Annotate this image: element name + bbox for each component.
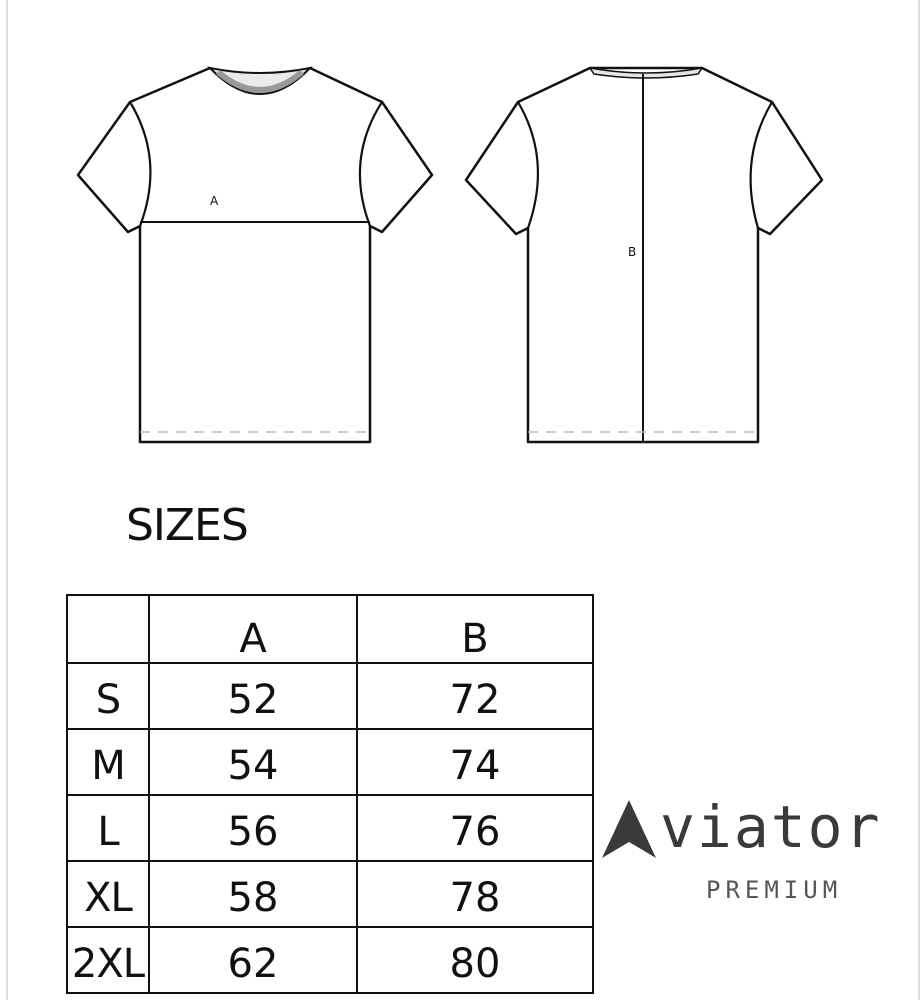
brand-wordmark bbox=[600, 780, 882, 860]
measure-b-cell: 76 bbox=[357, 795, 593, 861]
measure-a-cell: 62 bbox=[149, 927, 357, 993]
size-cell: L bbox=[67, 795, 149, 861]
table-row bbox=[67, 927, 593, 993]
tshirt-front-diagram bbox=[70, 60, 440, 450]
size-cell: S bbox=[67, 663, 149, 729]
header-size bbox=[67, 595, 149, 663]
left-border bbox=[6, 0, 8, 1000]
tshirt-back-diagram bbox=[460, 60, 830, 450]
header-b: B bbox=[357, 595, 593, 663]
measure-a-cell: 52 bbox=[149, 663, 357, 729]
measure-a-cell: 56 bbox=[149, 795, 357, 861]
size-chart-table bbox=[66, 594, 594, 994]
table-row bbox=[67, 861, 593, 927]
measure-b-cell: 80 bbox=[357, 927, 593, 993]
table-row bbox=[67, 663, 593, 729]
header-a: A bbox=[149, 595, 357, 663]
size-cell: M bbox=[67, 729, 149, 795]
right-border bbox=[918, 0, 920, 1000]
brand-subtitle: PREMIUM bbox=[706, 876, 843, 904]
front-measure-label: A bbox=[210, 194, 219, 208]
measure-b-cell: 72 bbox=[357, 663, 593, 729]
table-header-row bbox=[67, 595, 593, 663]
brand-name: viator bbox=[660, 793, 882, 861]
measure-b-cell: 74 bbox=[357, 729, 593, 795]
size-cell: 2XL bbox=[67, 927, 149, 993]
table-row bbox=[67, 795, 593, 861]
back-measure-label: B bbox=[628, 245, 637, 259]
measure-a-cell: 54 bbox=[149, 729, 357, 795]
brand-logo bbox=[600, 780, 910, 910]
measure-b-cell: 78 bbox=[357, 861, 593, 927]
arrow-a-icon bbox=[600, 798, 658, 860]
size-cell: XL bbox=[67, 861, 149, 927]
sizes-heading: SIZES bbox=[126, 500, 248, 551]
measure-a-cell: 58 bbox=[149, 861, 357, 927]
table-row bbox=[67, 729, 593, 795]
